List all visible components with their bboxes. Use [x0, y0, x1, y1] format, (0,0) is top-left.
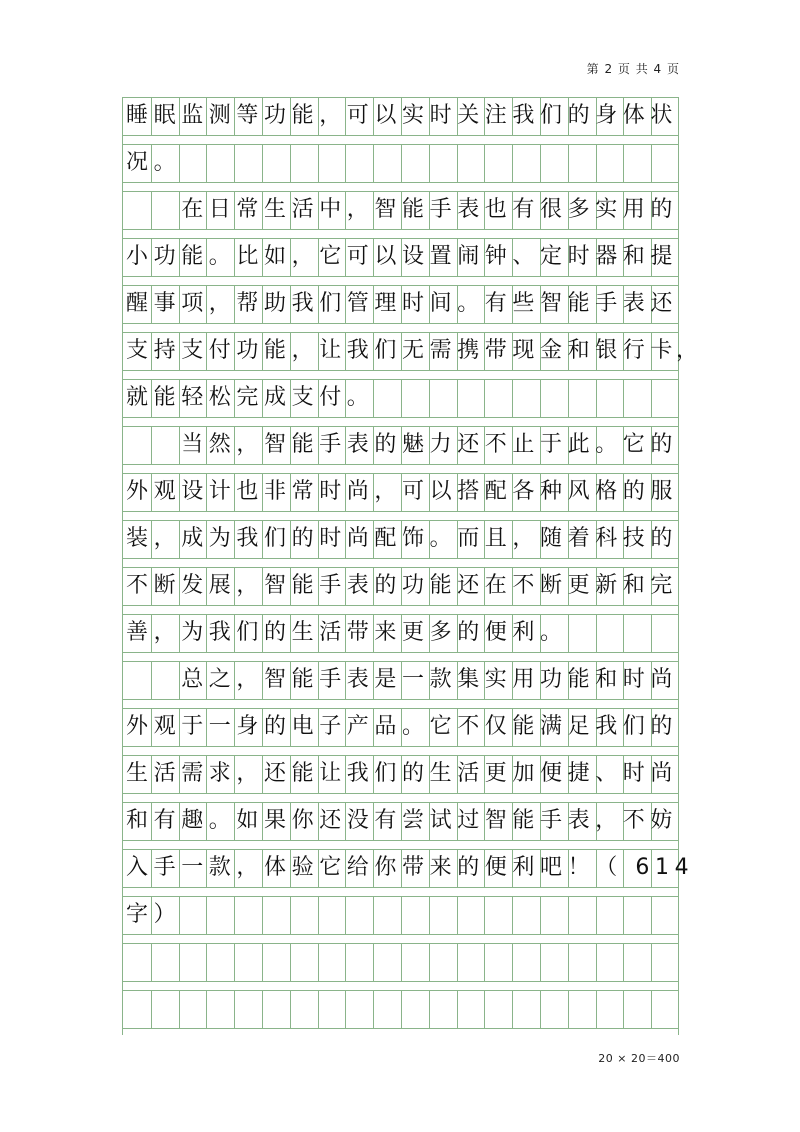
text-line: 睡眠监测等功能，可以实时关注我们的身体状 [126, 103, 679, 128]
text-line: 外观于一身的电子产品。它不仅能满足我们的 [126, 714, 679, 739]
grid-row [123, 97, 678, 136]
grid-row [123, 849, 695, 888]
text-line: 在日常生活中，智能手表也有很多实用的 [126, 197, 679, 222]
text-line: 小功能。比如，它可以设置闹钟、定时器和提 [126, 244, 679, 269]
grid-row [123, 332, 678, 371]
grid-row [123, 473, 678, 512]
grid-row [123, 238, 678, 277]
text-line: 生活需求，还能让我们的生活更加便捷、时尚 [126, 761, 679, 786]
grid-row [123, 567, 678, 606]
text-line: 字） [126, 902, 182, 927]
grid-size-label: 20 × 20＝400 [598, 1052, 680, 1065]
text-line: 善，为我们的生活带来更多的便利。 [126, 620, 568, 645]
text-line: 和有趣。如果你还没有尝试过智能手表，不妨 [126, 808, 679, 833]
grid-row [123, 708, 678, 747]
text-line: 外观设计也非常时尚，可以搭配各种风格的服 [126, 479, 679, 504]
page-number: 第 2 页 共 4 页 [586, 62, 680, 76]
text-line: 醒事项，帮助我们管理时间。有些智能手表还 [126, 291, 679, 316]
grid-row [123, 990, 678, 1029]
overflow-punctuation: ， [676, 338, 699, 363]
text-line: 况。 [126, 150, 182, 175]
grid-row [123, 943, 678, 982]
grid-row [123, 285, 678, 324]
grid-row [123, 191, 678, 230]
grid-row [123, 896, 678, 935]
text-line: 支持支付功能，让我们无需携带现金和银行卡 [126, 338, 679, 363]
grid-row [123, 379, 678, 418]
writing-grid [122, 97, 695, 1035]
grid-row [123, 520, 678, 559]
grid-row [123, 802, 678, 841]
text-line: 就能轻松完成支付。 [126, 385, 375, 410]
grid-row [123, 614, 678, 653]
grid-row [123, 755, 678, 794]
text-line: 不断发展，智能手表的功能还在不断更新和完 [126, 573, 679, 598]
grid-row [123, 144, 678, 183]
text-line: 当然，智能手表的魅力还不止于此。它的 [126, 432, 679, 457]
grid-row [123, 661, 678, 700]
text-line: 入手一款，体验它给你带来的便利吧！（ 614 [126, 855, 695, 880]
text-line: 装，成为我们的时尚配饰。而且，随着科技的 [126, 526, 679, 551]
text-line: 总之，智能手表是一款集实用功能和时尚 [126, 667, 679, 692]
grid-row [123, 426, 678, 465]
